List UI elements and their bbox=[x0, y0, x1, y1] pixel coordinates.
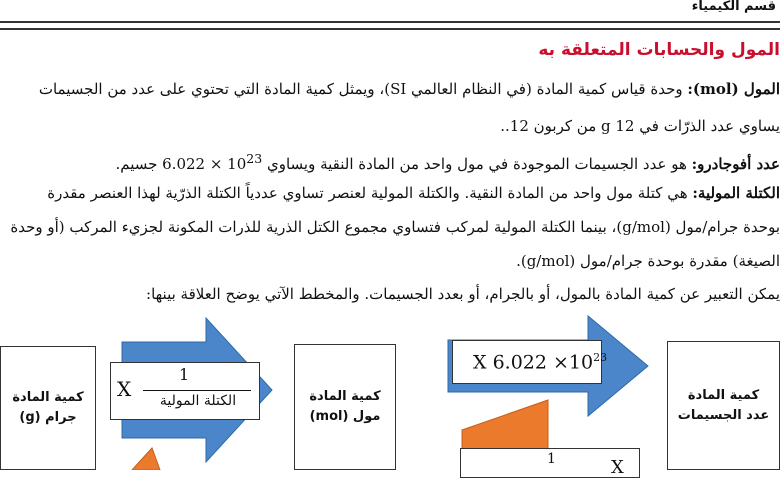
paragraph-molar-mass-end: الصيغة) مقدرة بوحدة جرام/مول (g/mol). bbox=[516, 252, 780, 270]
arrow-grams-back bbox=[132, 448, 160, 470]
formula-multiply-avogadro bbox=[452, 340, 608, 384]
fraction-numerator-2: 1 bbox=[547, 451, 556, 467]
box-grams-line1: كمية المادة bbox=[12, 390, 84, 405]
mole-definition-text: وحدة قياس كمية المادة (في النظام العالمي SI)، ويمثل كمية المادة التي تحتوي على عدد من الجسيمات bbox=[38, 80, 688, 98]
box-particles-line2: عدد الجسيمات bbox=[677, 407, 770, 423]
avogadro-multiplier-exp: 23 bbox=[593, 351, 608, 364]
paragraph-molar-mass bbox=[47, 182, 780, 204]
box-particles-line1: كمية المادة bbox=[687, 387, 760, 403]
fraction-denominator: الكتلة المولية bbox=[159, 393, 237, 409]
term-mole: المول (mol): bbox=[687, 80, 780, 98]
term-molar-mass: الكتلة المولية: bbox=[692, 184, 780, 202]
paragraph-mole-definition-cont: يساوي عدد الذرّات في g 12 من كربون ‎.12. bbox=[500, 117, 780, 135]
avogadro-value bbox=[162, 151, 263, 173]
box-mol-line1: كمية المادة bbox=[309, 389, 381, 404]
multiply-sign: X bbox=[117, 377, 132, 401]
term-avogadro: عدد أفوجادرو: bbox=[691, 155, 780, 173]
avogadro-multiplier-base: X 6.022 ×10 bbox=[473, 351, 594, 374]
paragraph-diagram-intro: يمكن التعبير عن كمية المادة بالمول، أو بالجرام، أو بعدد الجسيمات. والمخطط الآتي يوضح العلاقة بينها: bbox=[146, 285, 780, 303]
avogadro-number: 6.022 × 10 bbox=[162, 155, 247, 173]
formula-divide-by-avogadro bbox=[460, 448, 640, 478]
paragraph-mole-definition bbox=[39, 78, 780, 100]
box-grams-line2: جرام (g) bbox=[19, 410, 77, 425]
avogadro-tail: جسيم. bbox=[115, 155, 163, 173]
box-quantity-grams bbox=[0, 346, 96, 470]
fraction-bar bbox=[143, 390, 251, 391]
avogadro-exponent: 23 bbox=[246, 151, 263, 166]
avogadro-text: هو عدد الجسيمات الموجودة في مول واحد من المادة النقية ويساوي bbox=[262, 155, 692, 173]
avogadro-multiplier bbox=[473, 351, 607, 373]
box-mol-line2: مول (mol) bbox=[309, 409, 381, 424]
box-quantity-mol bbox=[294, 344, 396, 470]
box-quantity-particles bbox=[667, 341, 780, 470]
department-header: قسم الكيمياء bbox=[691, 0, 776, 14]
formula-divide-by-molar-mass bbox=[110, 362, 260, 420]
paragraph-avogadro bbox=[115, 148, 780, 175]
molar-mass-text: هي كتلة مول واحد من المادة النقية. والكتلة المولية لعنصر تساوي عددياً الكتلة الذرّية لهذا العنصر مقدرة bbox=[47, 184, 693, 202]
fraction-numerator: 1 bbox=[179, 365, 190, 384]
multiply-sign-2: X bbox=[611, 457, 624, 478]
paragraph-molar-mass-cont: بوحدة جرام/مول (g/mol)، بينما الكتلة المولية لمركب فتساوي مجموع الكتل الذرية للذرات المكونة لجزيء المركب (أو وحدة bbox=[10, 218, 780, 236]
header-double-rule bbox=[0, 21, 780, 30]
section-title: المول والحسابات المتعلقة به bbox=[538, 40, 780, 60]
